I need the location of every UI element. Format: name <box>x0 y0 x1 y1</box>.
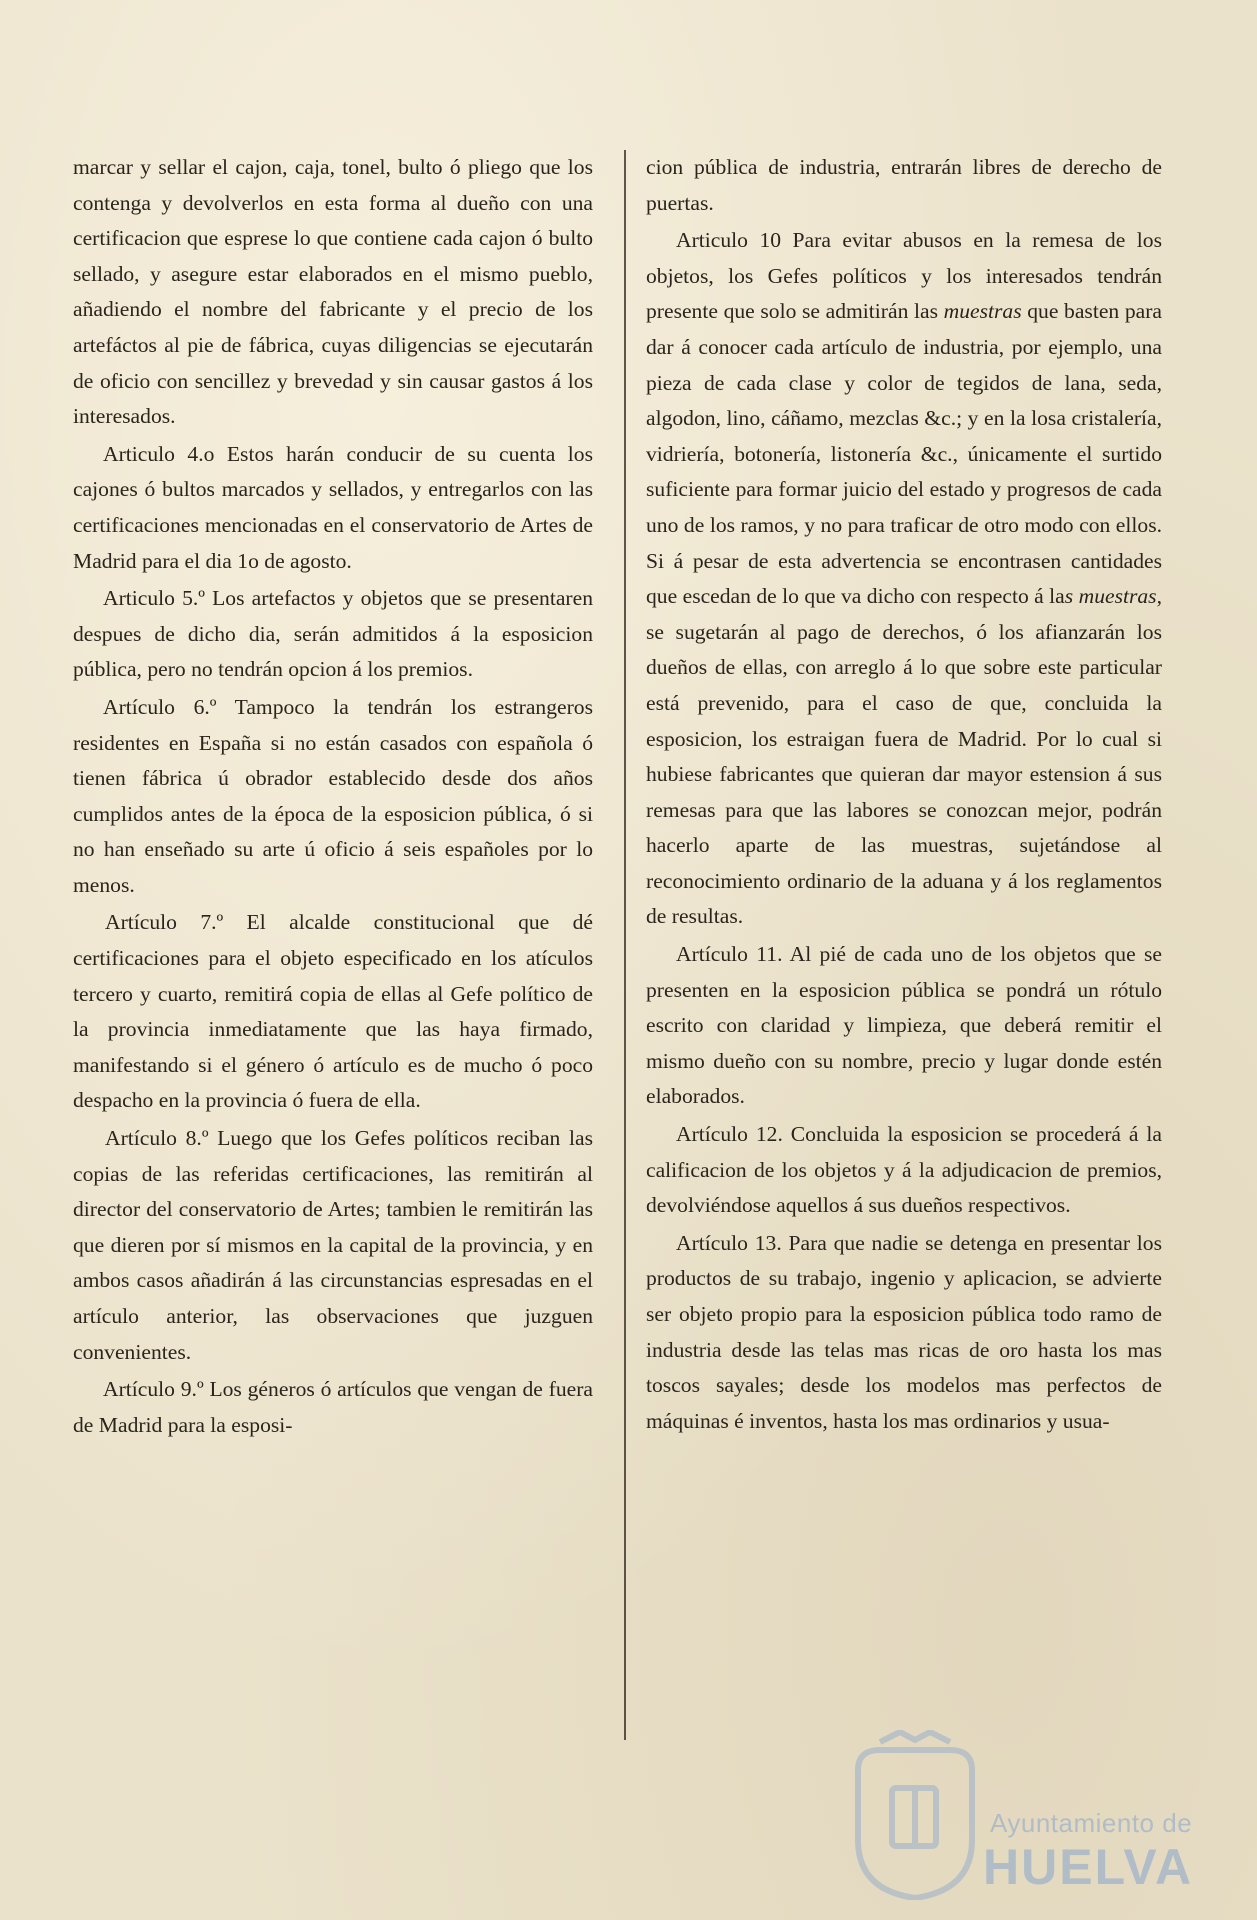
article-8: Artículo 8.º Luego que los Gefes políticos reciban las copias de las referidas certificaciones, las remitirán al director del conservatorio de Artes; tambien le remitirán las que dieren por sí mismos en la capital de la provincia, y en ambos casos añadirán á las circunstancias espresadas en el artículo anterior, las observaciones que juzguen convenientes. <box>73 1126 593 1364</box>
article-7: Artículo 7.º El alcalde constitucional que dé certificaciones para el objeto especificado en los atículos tercero y cuarto, remitirá copia de ellas al Gefe político de la provincia inmediatamente que las haya firmado, manifestando si el género ó artículo es de mucho ó poco despacho en la provincia ó fuera de ella. <box>73 910 593 1113</box>
left-column <box>73 150 593 1445</box>
article-12: Artículo 12. Concluida la esposicion se procederá á la calificacion de los objetos y á la adjudicacion de premios, devolviéndose aquellos á sus dueños respectivos. <box>646 1122 1162 1218</box>
column-divider <box>624 150 626 1740</box>
right-column <box>646 150 1162 1441</box>
article-11: Artículo 11. Al pié de cada uno de los objetos que se presenten en la esposicion pública se pondrá un rótulo escrito con claridad y limpieza, que deberá remitir el mismo dueño con su nombre, precio y lugar donde estén elaborados. <box>646 942 1162 1109</box>
article-9: Artículo 9.º Los géneros ó artículos que vengan de fuera de Madrid para la esposi- <box>73 1377 593 1437</box>
watermark-line-2: HUELVA <box>983 1839 1194 1895</box>
watermark-line-1: Ayuntamiento de <box>990 1808 1193 1838</box>
article-10-part-a: Articulo 10 Para evitar abusos en la remesa de los objetos, los Gefes políticos y los interesados tendrán presente que solo se admitirán las <box>646 228 1162 324</box>
article-13: Artículo 13. Para que nadie se detenga en presentar los productos de su trabajo, ingenio y aplicacion, se advierte ser objeto propio para la esposicion pública todo ramo de industria desde las telas mas ricas de oro hasta los mas toscos sayales; desde los modelos mas perfectos de máquinas é inventos, hasta los mas ordinarios y usua- <box>646 1230 1162 1433</box>
article-10-part-c: , se sugetarán al pago de derechos, ó los afianzarán los dueños de ellas, con arreglo á lo que sobre este particular está prevenido, para el caso de que, concluida la esposicion, los estraigan fuera de Madrid. Por lo cual si hubiese fabricantes que quieran dar mayor estension á sus remesas para que las labores se conozcan mejor, podrán hacerlo aparte de las muestras, sujetándose al reconocimiento ordinario de la aduana y á los reglamentos de resultas. <box>646 584 1162 929</box>
article-6: Artículo 6.º Tampoco la tendrán los estrangeros residentes en España si no están casados con española ó tienen fábrica ú obrador establecido desde dos años cumplidos antes de la época de la esposicion pública, ó si no han enseñado su arte ú oficio á seis españoles por lo menos. <box>73 694 593 897</box>
article-5: Articulo 5.º Los artefactos y objetos que se presentaren despues de dicho dia, serán admitidos á la esposicion pública, pero no tendrán opcion á los premios. <box>73 586 593 682</box>
article-4: Articulo 4.o Estos harán conducir de su cuenta los cajones ó bultos marcados y sellados, y entregarlos con las certificaciones mencionadas en el conservatorio de Artes de Madrid para el dia 1o de agosto. <box>73 441 593 573</box>
article-10 <box>646 223 1162 935</box>
article-10-emphasis-2: s muestras <box>1064 584 1157 609</box>
article-10-part-b: que basten para dar á conocer cada artículo de industria, por ejemplo, una pieza de cada clase y color de tegidos de lana, seda, algodon, lino, cáñamo, mezclas &c.; y en la losa cristalería, vidriería, botonería, listonería &c., únicamente el surtido suficiente para formar juicio del estado y progresos de cada uno de los ramos, y no para traficar de otro modo con ellos. Si á pesar de esta advertencia se encontrasen cantidades que escedan de lo que va dicho con respecto á la <box>646 299 1162 609</box>
paragraph-continuation-right: cion pública de industria, entrarán libres de derecho de puertas. <box>646 155 1162 215</box>
article-10-emphasis-1: muestras <box>943 299 1022 324</box>
paragraph-continuation: marcar y sellar el cajon, caja, tonel, bulto ó pliego que los contenga y devolverlos en esta forma al dueño con una certificacion que esprese lo que contiene cada cajon ó bulto sellado, y asegure estar elaborados en el mismo pueblo, añadiendo el nombre del fabricante y el precio de los artefáctos al pie de fábrica, cuyas diligencias se ejecutarán de oficio con sencillez y brevedad y sin causar gastos á los interesados. <box>73 155 593 429</box>
